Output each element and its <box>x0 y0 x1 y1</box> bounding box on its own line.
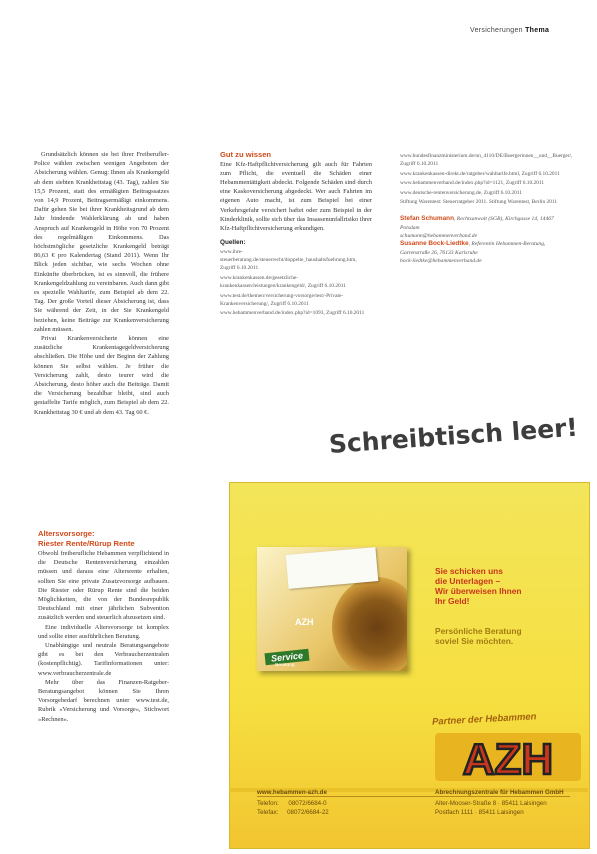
ad-partner-tagline: Partner der Hebammen <box>431 711 537 728</box>
sources-list <box>220 248 372 318</box>
paragraph: Grundsätzlich können sie bei ihrer Freiberufler-Police wählen zwischen wenigen Angeboten der Absicherung wählen. Genug: Ihnen als Krankengeld ab dem siebten Krankheitstag (43. Tag), zahlen Sie 15,5 Prozent, statt des ermäßigten Beitragssatzes von 14,9 Prozent, Beitragsermäßigt einkommens. Dafür gehen Sie bei ihrer Krankheitsgrund ab dem Jahr bindende Wahlerklärung ab und haben Anspruch auf Krankengeld in Höhe von 70 Prozent des regelmäßigen Einkommens. Das höchstmögliche gesetzliche Krankengeld beträgt 86,63 € pro Kalendertag (Stand 2011). Wenn Ihr Blick jeden sichtbar, wie sechs Wochen ohne Einkünfte überbrücken, ist es sinnvoll, die frühere Krankengeldzahlung zu vereinbaren. Auch dann gibt es spezielle Wahltarife, zum Beispiel ab dem 22. Tag. Der große Vorteil dieser Absicherung ist, dass Sie während der Zeit, in der Sie Krankengeld beziehen, keine Beiträge zur Krankenversicherung zahlen müssen. <box>34 151 169 333</box>
azh-logo <box>433 729 583 785</box>
source-item: www.test.de/themen/versicherung-vorsorge/test/-Private-Krankenversicherung/, Zugriff 6.10.2011 <box>220 292 344 308</box>
page-header <box>470 27 549 34</box>
gut-text: Eine Kfz-Haftpflichtversicherung gilt auch für Fahrten zum Pflicht, die eventuell die Schäden einer Hebammentätigkeit abdeckt. Folgende Schäden sind durch eine Kaskoversicherung abgedeckt. Wer auch Fahrten im eigenen Auto macht, ist zum Beispiel bei einer Verkehrsgefahr versichert haftet oder zum Beispiel in der Kinderklinik, sollte sich über das Insassenunfallrisiko ihrer Kfz-Haftpflichtversicherung erkundigen. <box>220 160 372 232</box>
paragraph: Unabhängige und neutrale Beratungsangebote gibt es bei den Verbraucherzentralen (kostenpflichtig). Tarifinformationen unter: www.verbraucherzentrale.de <box>38 642 169 677</box>
author-block: Stefan Schumann, Rechtsanwalt (SGB), Kirchgasse 14, 14467 Potsdam schumann@hebammenverband.de Susanne Bock-Liedtke, Referentin Hebammen-Beratung, Gartenstraße 26, 76133 Karlsruhe bock-liedtke@hebammenverband.de <box>400 215 567 265</box>
card-service-label: Service <box>264 649 309 666</box>
source-item: www.krankenkassen.de/gesetzliche-krankenkassen/leistungen/krankengeld/, Zugriff 6.10.2011 <box>220 274 346 290</box>
slogan-line: soviel Sie möchten. <box>435 636 514 646</box>
sunflower-image <box>332 577 407 671</box>
fax-label: Telefax: <box>257 809 279 816</box>
source-item: www.krankenkassen-direkt.de/ratgeber/wahltarife.html, Zugriff 6.10.2011 <box>400 170 560 177</box>
column-1-lower <box>38 529 169 724</box>
subheading: Altersvorsorge: <box>38 529 95 538</box>
paragraph: Privat Krankenversicherte können eine zusätzliche Krankentagegeldversicherung abschließen. Die Höhe und der Beginn der Zahlung können Sie selbst wählen. Je früher die Versicherung zahlt, desto teurer wird die Absicherung, desto höher auch die Beiträge. Damit die Versicherung bezahlbar bleibt, sind auch gestaffelte Tarife möglich, zum Beispiel ab dem 22. Krankheitstag 30 € und ab dem 43. Tag 60 €. <box>34 335 169 416</box>
header-section: Versicherungen <box>470 27 523 34</box>
paragraph: Eine individuelle Altersvorsorge ist komplex und sollte einer ausführlichen Beratung. <box>38 623 169 640</box>
company-text: Abrechnungszentrale für Hebammen GmbH <box>435 789 564 796</box>
footer-rule <box>257 796 570 797</box>
slogan-line: Persönliche Beratung <box>435 626 522 636</box>
author-email: bock-liedtke@hebammenverband.de <box>400 257 482 264</box>
source-item: www.ihre-steuerberatung.de/steuerrecht/doppelte_haushaltsfuehrung.htm, Zugriff 6.10.2011 <box>220 248 357 272</box>
column-3 <box>400 152 573 265</box>
ad-card-image <box>257 547 407 671</box>
author-name: Stefan Schumann <box>400 215 454 223</box>
author-name: Susanne Bock-Liedtke <box>400 240 469 248</box>
column-2 <box>220 150 372 319</box>
author-role: Referentin Hebammen-Beratung, Gartenstraße 26, 76133 Karlsruhe <box>400 241 546 256</box>
ad-address: Alter-Mooser-Straße 8 · 85411 Laisingen <box>435 800 547 807</box>
phone-value: 08072/6684-0 <box>288 800 327 807</box>
source-item: www.deutsche-rentenversicherung.de, Zugriff 6.10.2011 <box>400 189 522 196</box>
subheading: Riester Rente/Rürup Rente <box>38 538 135 548</box>
column-1 <box>34 150 169 417</box>
paragraph: Obwohl freiberufliche Hebammen verpflichtend in die Deutsche Rentenversicherung einzahlen müssen und daraus eine Altersrente erhalten, sollten Sie eine private Zusatzvorsorge aufbauen. Die Riester oder Rürup Rente sind die beiden Möglichkeiten, die von der Bundesrepublik Deutschland mit einer jährlichen Subvention zusätzlich werden und steuerlich abzusetzen sind. <box>38 550 169 622</box>
fax-value: 08072/6684-22 <box>287 809 329 816</box>
ad-fax <box>257 809 329 817</box>
slogan-line: die Unterlagen – <box>435 576 501 586</box>
ad-phone <box>257 800 327 808</box>
card-service-sub: Beratung <box>275 663 295 668</box>
source-item: www.hebammenverband.de/index.php?id=1121, Zugriff 6.10.2011 <box>400 180 545 187</box>
ad-headline: Schreibtisch leer! <box>327 412 579 459</box>
paragraph: Mehr über das Finanzen-Ratgeber-Beratungsangebot können Sie Ihren Vorsorgebedarf berechnen unter www.test.de, Rubrik »Versicherung und Vorsorge«, Stichwort »Rechnen«. <box>38 678 169 723</box>
sources-heading: Quellen: <box>220 239 246 247</box>
card-logo: AZH <box>295 617 314 627</box>
ad-slogan <box>435 566 521 606</box>
author-role: Rechtsanwalt (SGB), Kirchgasse 14, 14467 Potsdam <box>400 216 554 231</box>
source-item: www.hebammenverband.de/index.php?id=1093, Zugriff 6.10.2011 <box>220 310 365 317</box>
ad-postbox: Postfach 1111 · 85411 Laisingen <box>435 809 524 816</box>
phone-label: Telefon: <box>257 800 279 807</box>
slogan-line: Ihr Geld! <box>435 596 470 606</box>
gut-heading: Gut zu wissen <box>220 150 272 159</box>
slogan-line: Wir überweisen Ihnen <box>435 586 522 596</box>
source-item: www.bundesfinanzministerium.de/nn_4110/DE/Buergerinnen__und__Buerger/, Zugriff 6.10.2011 <box>400 153 573 168</box>
author-email: schumann@hebammenverband.de <box>400 233 478 240</box>
slogan-line: Sie schicken uns <box>435 566 503 576</box>
url-text[interactable]: www.hebammen-azh.de <box>257 789 327 796</box>
ad-slogan-2 <box>435 626 522 646</box>
sources-list-2 <box>400 152 573 206</box>
header-label: Thema <box>525 27 550 34</box>
logo-text: AZH <box>462 735 554 784</box>
source-item: Stiftung Warentest: Steuerratgeber 2011. Stiftung Warentest, Berlin 2011 <box>400 199 558 206</box>
